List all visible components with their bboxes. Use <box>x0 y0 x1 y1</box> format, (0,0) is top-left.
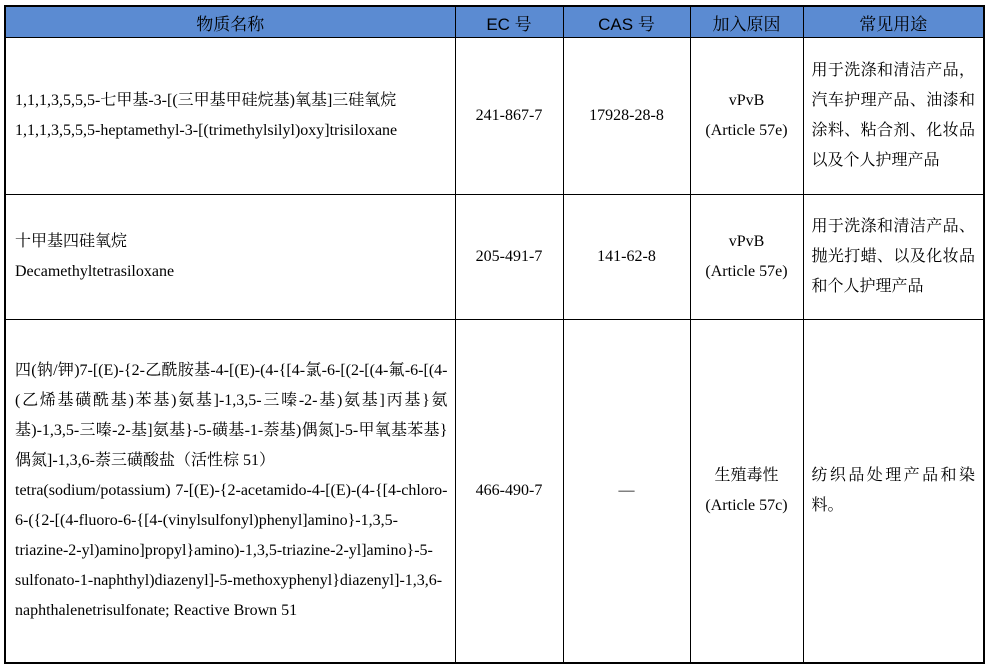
reason-article: (Article 57e) <box>705 263 788 280</box>
substance-name-cell <box>5 320 455 663</box>
substance-name-cell <box>5 195 455 320</box>
substance-name-en: Decamethyltetrasiloxane <box>15 263 175 280</box>
common-uses: 纺织品处理产品和染料。 <box>803 320 984 663</box>
col-header-substance-name: 物质名称 <box>5 6 455 38</box>
table-row <box>5 38 984 195</box>
substance-name-zh: 1,1,1,3,5,5,5-七甲基-3-[(三甲基甲硅烷基)氧基]三硅氧烷 <box>15 92 397 109</box>
cas-number: 17928-28-8 <box>563 38 690 195</box>
common-uses: 用于洗涤和清洁产品，汽车护理产品、油漆和涂料、粘合剂、化妆品以及个人护理产品 <box>803 38 984 195</box>
reason-text: vPvB <box>728 233 765 250</box>
header-row <box>5 6 984 38</box>
col-header-inclusion-reason: 加入原因 <box>690 6 803 38</box>
substance-name-en: 1,1,1,3,5,5,5-heptamethyl-3-[(trimethylsilyl)oxy]trisiloxane <box>15 122 398 139</box>
cas-number: — <box>563 320 690 663</box>
reason-article: (Article 57e) <box>705 122 788 139</box>
substance-name-en: tetra(sodium/potassium) 7-[(E)-{2-acetamido-4-[(E)-(4-{[4-chloro-6-({2-[(4-fluoro-6-{[4-(vinylsulfonyl)phenyl]amino}-1,3,5-triazine-2-yl)amino]propyl}amino)-1,3,5-triazine-2-yl]amino}-5-sulfonato-1-naphthyl)diazenyl]-5-methoxyphenyl}diazenyl]-1,3,6-naphthalenetrisulfonate; Reactive Brown 51 <box>15 481 448 619</box>
substance-name-zh: 十甲基四硅氧烷 <box>15 233 128 250</box>
inclusion-reason-cell <box>690 38 803 195</box>
substance-name-cell <box>5 38 455 195</box>
ec-number: 241-867-7 <box>455 38 563 195</box>
common-uses: 用于洗涤和清洁产品、抛光打蜡、以及化妆品和个人护理产品 <box>803 195 984 320</box>
inclusion-reason-cell <box>690 195 803 320</box>
reason-article: (Article 57c) <box>705 496 788 514</box>
ec-number: 205-491-7 <box>455 195 563 320</box>
reason-text: vPvB <box>728 92 765 109</box>
inclusion-reason-cell <box>690 320 803 663</box>
table-row <box>5 195 984 320</box>
col-header-cas-number: CAS 号 <box>563 6 690 38</box>
table-row <box>5 320 984 663</box>
col-header-common-uses: 常见用途 <box>803 6 984 38</box>
substances-table <box>4 5 985 664</box>
cas-number: 141-62-8 <box>563 195 690 320</box>
substance-name-zh: 四(钠/钾)7-[(E)-{2-乙酰胺基-4-[(E)-(4-{[4-氯-6-[(2-[(4-氟-6-[(4-(乙烯基磺酰基)苯基)氨基]-1,3,5-三嗪-2-基)氨基]丙基}氨基)-1,3,5-三嗪-2-基]氨基}-5-磺基-1-萘基)偶氮]-5-甲氧基苯基}偶氮]-1,3,6-萘三磺酸盐（活性棕 51） <box>15 361 448 469</box>
reason-text: 生殖毒性 <box>714 466 779 484</box>
ec-number: 466-490-7 <box>455 320 563 663</box>
col-header-ec-number: EC 号 <box>455 6 563 38</box>
